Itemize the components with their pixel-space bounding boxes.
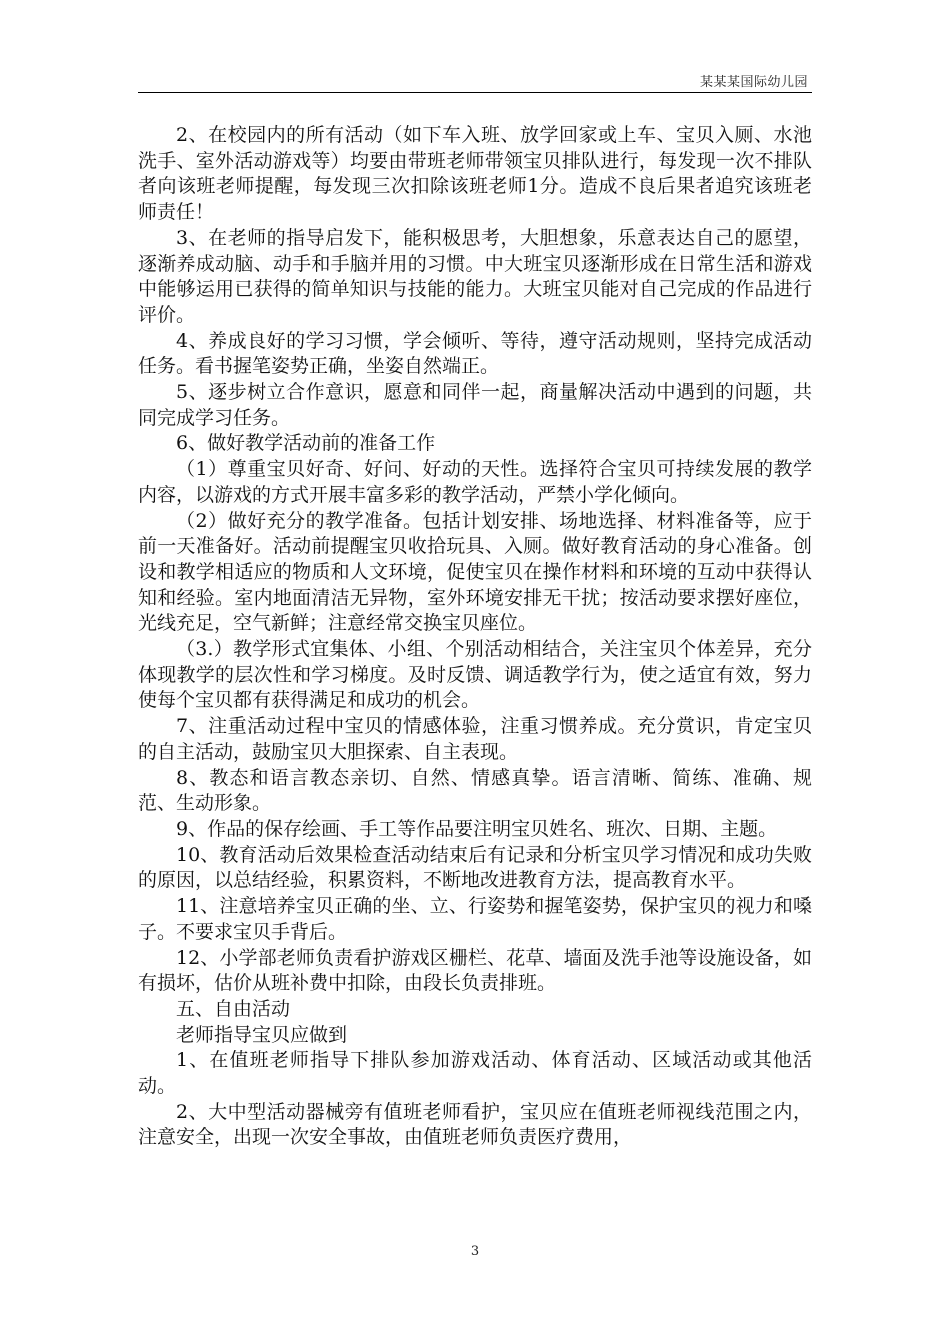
paragraph: 1、在值班老师指导下排队参加游戏活动、体育活动、区域活动或其他活动。	[138, 1049, 812, 1098]
section-heading: 五、自由活动	[176, 997, 291, 1020]
paragraph: 12、小学部老师负责看护游戏区栅栏、花草、墙面及洗手池等设施设备，如有损坏，估价从班补费中扣除，由段长负责排班。	[138, 946, 812, 995]
paragraph: （1）尊重宝贝好奇、好问、好动的天性。选择符合宝贝可持续发展的教学内容，以游戏的方式开展丰富多彩的教学活动，严禁小学化倾向。	[138, 458, 812, 506]
section-heading: 6、做好教学活动前的准备工作	[176, 432, 436, 455]
paragraph: （3.）教学形式宜集体、小组、个别活动相结合，关注宝贝个体差异，充分体现教学的层次性和学习梯度。及时反馈、调适教学行为，使之适宜有效，努力使每个宝贝都有获得满足和成功的机会。	[138, 638, 812, 712]
paragraph: 8、教态和语言教态亲切、自然、情感真挚。语言清晰、简练、准确、规范、生动形象。	[138, 766, 812, 815]
paragraph: 5、逐步树立合作意识，愿意和同伴一起，商量解决活动中遇到的问题，共同完成学习任务。	[138, 381, 812, 429]
header-org-name: 某某某国际幼儿园	[699, 75, 808, 90]
paragraph: 11、注意培养宝贝正确的坐、立、行姿势和握笔姿势，保护宝贝的视力和嗓子。不要求宝贝手背后。	[138, 895, 812, 943]
paragraph: （2）做好充分的教学准备。包括计划安排、场地选择、材料准备等，应于前一天准备好。活动前提醒宝贝收拾玩具、入厕。做好教育活动的身心准备。创设和教学相适应的物质和人文环境，促使宝贝在操作材料和环境的互动中获得认知和经验。室内地面清洁无异物，室外环境安排无干扰；按活动要求摆好座位，光线充足，空气新鲜；注意经常交换宝贝座位。	[138, 509, 812, 635]
paragraph: 10、教育活动后效果检查活动结束后有记录和分析宝贝学习情况和成功失败的原因，以总结经验，积累资料，不断地改进教育方法，提高教育水平。	[138, 843, 812, 892]
header-divider	[138, 92, 812, 93]
paragraph: 2、在校园内的所有活动（如下车入班、放学回家或上车、宝贝入厕、水池洗手、室外活动游戏等）均要由带班老师带领宝贝排队进行，每发现一次不排队者向该班老师提醒，每发现三次扣除该班老师1分。造成不良后果者追究该班老师责任！	[138, 124, 812, 224]
page-number: 3	[470, 1244, 480, 1259]
document-body	[138, 123, 812, 1151]
subheading: 老师指导宝贝应做到	[176, 1023, 348, 1046]
paragraph: 3、在老师的指导启发下，能积极思考，大胆想象，乐意表达自己的愿望，逐渐养成动脑、动手和手脑并用的习惯。中大班宝贝逐渐形成在日常生活和游戏中能够运用已获得的简单知识与技能的能力。大班宝贝能对自己完成的作品进行评价。	[138, 226, 812, 326]
paragraph: 2、大中型活动器械旁有值班老师看护，宝贝应在值班老师视线范围之内，注意安全，出现一次安全事故，由值班老师负责医疗费用，	[138, 1100, 812, 1149]
paragraph: 4、养成良好的学习习惯，学会倾听、等待，遵守活动规则，坚持完成活动任务。看书握笔姿势正确，坐姿自然端正。	[138, 329, 812, 378]
paragraph: 7、注重活动过程中宝贝的情感体验，注重习惯养成。充分赏识，肯定宝贝的自主活动，鼓励宝贝大胆探索、自主表现。	[138, 715, 812, 763]
paragraph: 9、作品的保存绘画、手工等作品要注明宝贝姓名、班次、日期、主题。	[176, 817, 778, 840]
